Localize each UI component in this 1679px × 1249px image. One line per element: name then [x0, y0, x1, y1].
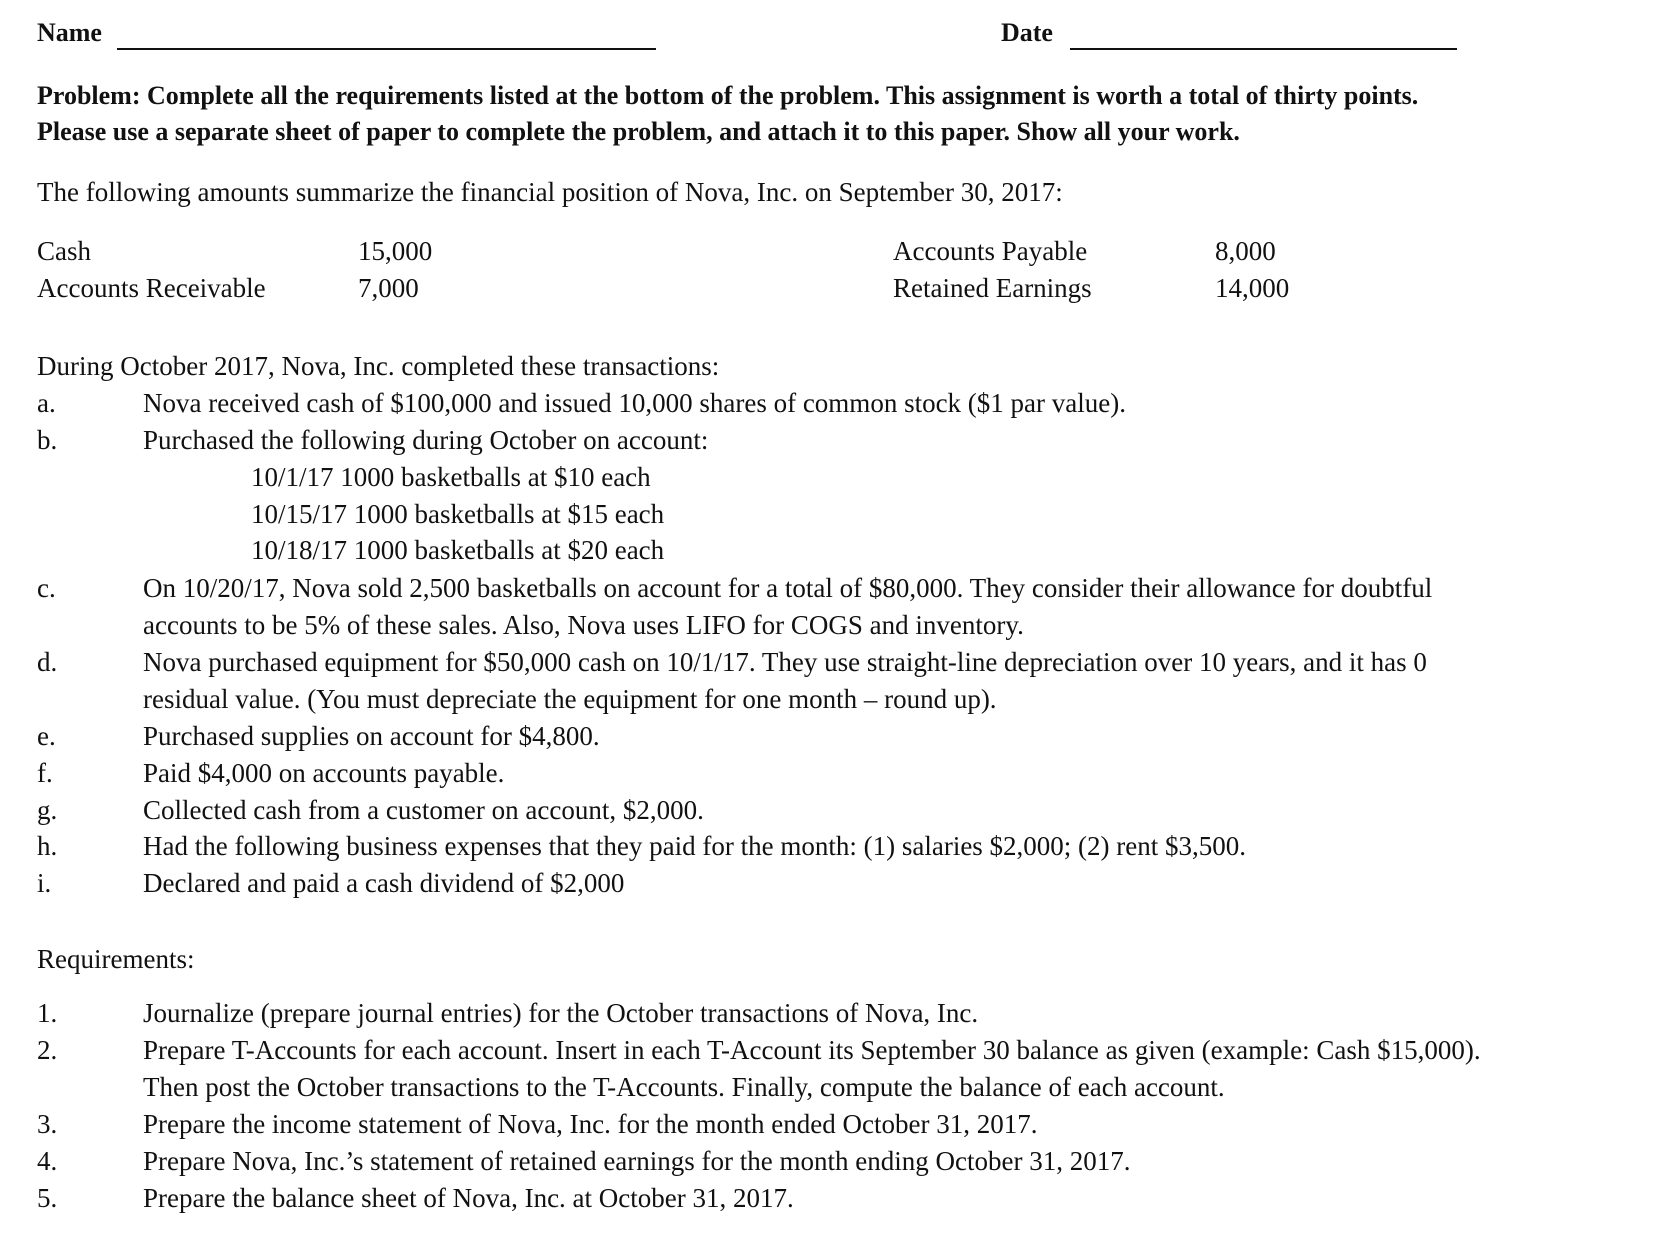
transaction-letter: f. [37, 758, 53, 788]
transaction-text: Purchased the following during October on account: [143, 425, 709, 455]
requirement-text: Prepare the balance sheet of Nova, Inc. at October 31, 2017. [143, 1183, 794, 1213]
requirement-text: Then post the October transactions to the T-Accounts. Finally, compute the balance of each account. [143, 1072, 1225, 1102]
transaction-letter: i. [37, 868, 52, 898]
transaction-text: accounts to be 5% of these sales. Also, Nova uses LIFO for COGS and inventory. [143, 610, 1024, 640]
purchase-subitem: 10/15/17 1000 basketballs at $15 each [251, 499, 665, 529]
balance-left-label: Cash [37, 236, 91, 266]
balance-right-label: Accounts Payable [893, 236, 1088, 266]
transaction-text: On 10/20/17, Nova sold 2,500 basketballs on account for a total of $80,000. They consider their allowance for doubtful [143, 573, 1433, 603]
purchase-subitem: 10/1/17 1000 basketballs at $10 each [251, 462, 651, 492]
requirement-number: 5. [37, 1183, 58, 1213]
transaction-text: Nova purchased equipment for $50,000 cash on 10/1/17. They use straight-line depreciation over 10 years, and it has 0 [143, 647, 1427, 677]
date-field-line[interactable] [1070, 48, 1457, 50]
requirement-text: Prepare Nova, Inc.’s statement of retained earnings for the month ending October 31, 2017. [143, 1146, 1131, 1176]
transaction-letter: b. [37, 425, 58, 455]
transaction-letter: d. [37, 647, 58, 677]
problem-line-1: Problem: Complete all the requirements listed at the bottom of the problem. This assignment is worth a total of thirty points. [37, 81, 1419, 110]
requirement-number: 3. [37, 1109, 58, 1139]
balance-left-label: Accounts Receivable [37, 273, 266, 303]
balance-left-value: 15,000 [358, 236, 433, 266]
requirement-number: 4. [37, 1146, 58, 1176]
transaction-text: Paid $4,000 on accounts payable. [143, 758, 505, 788]
name-field-line[interactable] [117, 48, 656, 50]
intro-text: The following amounts summarize the financial position of Nova, Inc. on September 30, 2017: [37, 177, 1063, 207]
name-label: Name [37, 18, 102, 47]
balance-right-value: 8,000 [1215, 236, 1276, 266]
purchase-subitem: 10/18/17 1000 basketballs at $20 each [251, 535, 665, 565]
balance-left-value: 7,000 [358, 273, 419, 303]
requirement-number: 2. [37, 1035, 58, 1065]
transaction-letter: c. [37, 573, 56, 603]
requirements-title: Requirements: [37, 944, 195, 974]
requirement-text: Journalize (prepare journal entries) for the October transactions of Nova, Inc. [143, 998, 979, 1028]
transactions-intro: During October 2017, Nova, Inc. completed these transactions: [37, 351, 720, 381]
transaction-letter: a. [37, 388, 56, 418]
transaction-text: residual value. (You must depreciate the equipment for one month – round up). [143, 684, 997, 714]
requirement-text: Prepare the income statement of Nova, Inc. for the month ended October 31, 2017. [143, 1109, 1038, 1139]
transaction-text: Collected cash from a customer on account, $2,000. [143, 795, 704, 825]
transaction-letter: h. [37, 831, 58, 861]
problem-line-2: Please use a separate sheet of paper to complete the problem, and attach it to this paper. Show all your work. [37, 117, 1240, 146]
transaction-text: Nova received cash of $100,000 and issued 10,000 shares of common stock ($1 par value). [143, 388, 1126, 418]
requirement-number: 1. [37, 998, 58, 1028]
balance-right-value: 14,000 [1215, 273, 1290, 303]
transaction-text: Had the following business expenses that they paid for the month: (1) salaries $2,000; (2) rent $3,500. [143, 831, 1247, 861]
balance-right-label: Retained Earnings [893, 273, 1092, 303]
requirement-text: Prepare T-Accounts for each account. Insert in each T-Account its September 30 balance as given (example: Cash $15,000). [143, 1035, 1481, 1065]
transaction-letter: g. [37, 795, 58, 825]
transaction-text: Purchased supplies on account for $4,800. [143, 721, 600, 751]
transaction-text: Declared and paid a cash dividend of $2,000 [143, 868, 625, 898]
transaction-letter: e. [37, 721, 56, 751]
date-label: Date [1001, 18, 1053, 47]
